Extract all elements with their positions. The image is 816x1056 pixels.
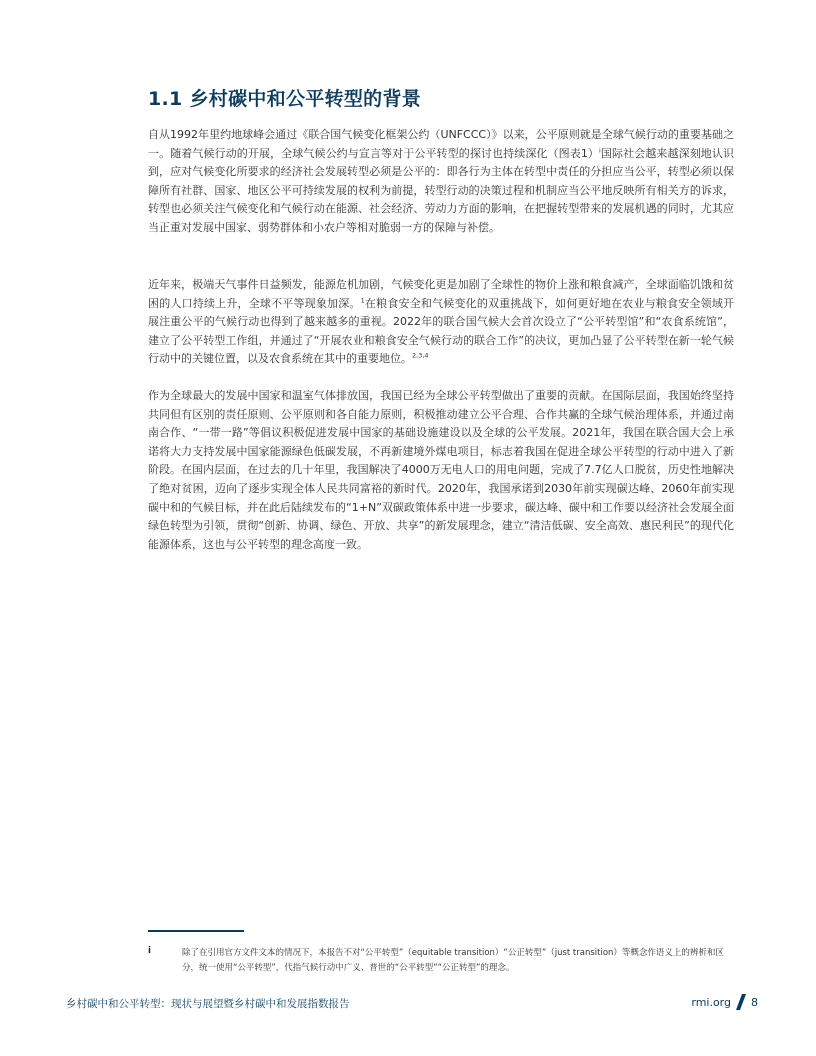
footnote-divider (148, 930, 244, 932)
section-heading: 1.1 乡村碳中和公平转型的背景 (148, 88, 422, 110)
paragraph-2 (148, 276, 734, 369)
paragraph-2-text-a: 近年来，极端天气事件日益频发，能源危机加剧，气候变化更是加剧了全球性的物价上涨和粮食减产，全球面临饥饿和贫困的人口持续上升，全球不平等现象加深。 (148, 278, 734, 310)
citation-ref-2-3-4[interactable]: 2,3,4 (412, 351, 429, 360)
footnote-marker: i (148, 946, 151, 956)
page-number: 8 (751, 995, 758, 1009)
footer-report-title: 乡村碳中和公平转型：现状与展望暨乡村碳中和发展指数报告 (66, 998, 350, 1010)
footnote-ref-i[interactable]: i (599, 145, 601, 154)
slash-divider-icon (736, 994, 746, 1010)
footer-site-link[interactable]: rmi.org (691, 995, 731, 1009)
paragraph-1-text-a: 自从1992年里约地球峰会通过《联合国气候变化框架公约（UNFCCC）》以来，公平原则就是全球气候行动的重要基础之一。随着气候行动的开展，全球气候公约与宣言等对于公平转型的探讨也持续深化（图表1） (148, 128, 734, 160)
footer-page-info (691, 994, 758, 1010)
paragraph-1 (148, 126, 734, 238)
footnote-text: 除了在引用官方文件文本的情况下，本报告不对“公平转型”（equitable transition）“公正转型”（just transition）等概念作语义上的辨析和区分，统一使用“公平转型”，代指气候行动中广义、普世的“公平转型”“公正转型”的理念。 (182, 948, 724, 973)
paragraph-2-text-b: 在粮食安全和气候变化的双重挑战下，如何更好地在农业与粮食安全领域开展注重公平的气候行动也得到了越来越多的重视。2022年的联合国气候大会首次设立了“公平转型馆”和“农食系统馆”，建立了公平转型工作组，并通过了“开展农业和粮食安全气候行动的联合工作”的决议，更加凸显了公平转型在新一轮气候行动中的关键位置，以及农食系统在其中的重要地位。 (148, 296, 735, 366)
paragraph-3: 作为全球最大的发展中国家和温室气体排放国，我国已经为全球公平转型做出了重要的贡献。在国际层面，我国始终坚持共同但有区别的责任原则、公平原则和各自能力原则，积极推动建立公平合理、合作共赢的全球气候治理体系，并通过南南合作、“一带一路”等倡议积极促进发展中国家的基础设施建设以及全球的公平发展。2021年，我国在联合国大会上承诺将大力支持发展中国家能源绿色低碳发展，不再新建境外煤电项目，标志着我国在促进全球公平转型的行动中进入了新阶段。在国内层面，在过去的几十年里，我国解决了4000万无电人口的用电问题，完成了7.7亿人口脱贫，历史性地解决了绝对贫困，迈向了逐步实现全体人民共同富裕的新时代。2020年，我国承诺到2030年前实现碳达峰、2060年前实现碳中和的气候目标，并在此后陆续发布的“1+N”双碳政策体系中进一步要求，碳达峰、碳中和工作要以经济社会发展全面绿色转型为引领，贯彻“创新、协调、绿色、开放、共享”的新发展理念，建立“清洁低碳、安全高效、惠民利民”的现代化能源体系，这也与公平转型的理念高度一致。 (148, 389, 734, 551)
citation-ref-1[interactable]: 1 (360, 295, 365, 304)
paragraph-1-text-b: 国际社会越来越深刻地认识到，应对气候变化所要求的经济社会发展转型必须是公平的：即各行为主体在转型中责任的分担应当公平，转型必须以保障所有社群、国家、地区公平可持续发展的权利为前提，转型行动的决策过程和机制应当公平地反映所有相关方的诉求，转型也必须关注气候变化和气候行动在能源、社会经济、劳动力方面的影响，在把握转型带来的发展机遇的同时，尤其应当正重对发展中国家、弱势群体和小农户等相对脆弱一方的保障与补偿。 (148, 146, 735, 234)
